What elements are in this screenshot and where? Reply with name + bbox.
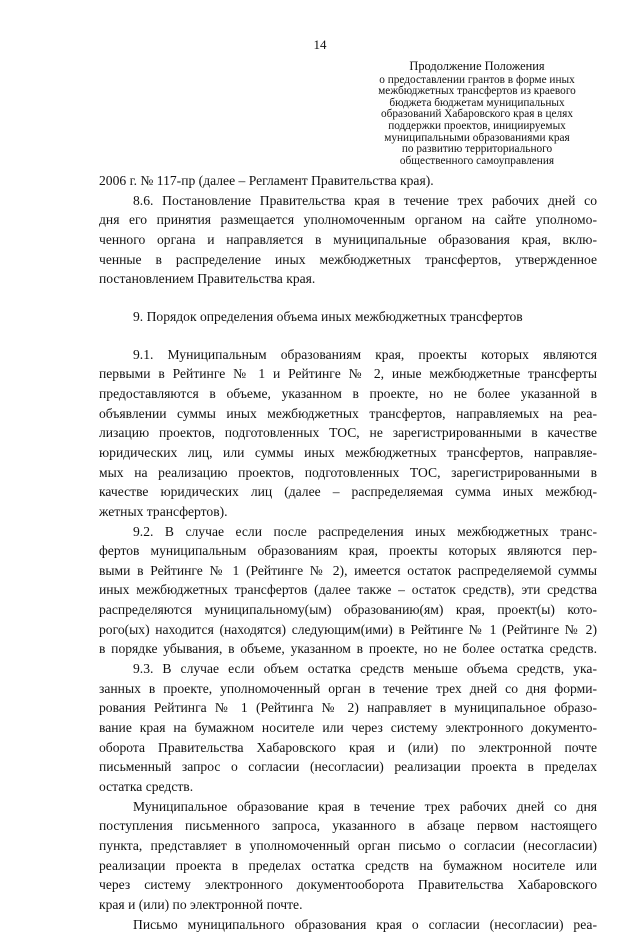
header-line: бюджета бюджетам муниципальных [389, 96, 565, 109]
text-line: 9.2. В случае если после распределения иных межбюджетных транс- [133, 523, 597, 539]
paragraph-municipal-response [99, 797, 597, 915]
document-body [99, 171, 597, 934]
text-line: выми в Рейтинге № 1 (Рейтинге № 2), имеется остаток распределяемой суммы [99, 562, 597, 578]
text-line: Письмо муниципального образования края о согласии (несогласии) реа- [133, 916, 597, 932]
text-line: письменный запрос о согласии (несогласии) реализации проекта в пределах [99, 759, 597, 775]
paragraph-9-2 [99, 522, 597, 660]
text-line: рого(ых) находится (находятся) следующим(ими) в Рейтинге № 1 (Рейтинге № 2) [99, 621, 597, 637]
intro-line [99, 171, 597, 191]
text-line: объявлении суммы иных межбюджетных трансфертов, направляемых на реа- [99, 405, 597, 421]
text-line: фертов муниципальным образованиям края, проекты которых являются пер- [99, 543, 597, 559]
text-line: через систему электронного документооборота Правительства Хабаровского [99, 877, 597, 893]
text-line: рования Рейтинга № 1 (Рейтинга № 2) направляет в муниципальное образо- [99, 700, 597, 716]
text-line: 9.3. В случае если объем остатка средств меньше объема средств, ука- [133, 661, 597, 677]
paragraph-8-6 [99, 191, 597, 289]
text-line: пункта, представляет в уполномоченный орган письмо о согласии (несогласии) [99, 838, 597, 853]
paragraph-letter [99, 915, 597, 934]
text-line: 9.1. Муниципальным образованиям края, проекты которых являются [133, 346, 597, 362]
header-line: поддержки проектов, инициируемых [388, 119, 566, 132]
text-line: лизацию проектов, подготовленных ТОС, не зарегистрированными в качестве [99, 425, 597, 441]
text-line: 2006 г. № 117-пр (далее – Регламент Правительства края). [99, 173, 434, 188]
text-line: распределяются муниципальному(ым) образованию(ям) края, проект(ы) кото- [99, 602, 597, 618]
header-line: образований Хабаровского края в целях [380, 108, 574, 121]
paragraph-9-1 [99, 345, 597, 522]
text-line: оборота Правительства Хабаровского края и (или) по электронной почте [99, 739, 597, 755]
header-line: о предоставлении грантов в форме иных [379, 73, 575, 86]
text-line: первыми в Рейтинге № 1 и Рейтинге № 2, иные межбюджетные трансферты [99, 366, 597, 382]
text-line: качестве юридических лиц (далее – распределяемая сумма иных межбюд- [99, 484, 597, 500]
text-line: ченные в распределение иных межбюджетных трансфертов, утвержденное [99, 251, 597, 267]
text-line: остатка средств. [99, 779, 194, 795]
text-line: вание края на бумажном носителе или через систему электронного документо- [99, 720, 597, 736]
text-line: иных межбюджетных трансфертов (далее также – остаток средств), эти средства [99, 582, 597, 598]
header-line: Продолжение Положения [409, 59, 545, 73]
text-line: занных в проекте, уполномоченный орган в течение трех дней со дня форми- [99, 680, 597, 696]
text-line: постановлением Правительства края. [99, 271, 316, 287]
text-line: юридических лиц, или суммы иных межбюджетных трансфертов, направляе- [99, 444, 597, 460]
text-line: Муниципальное образование края в течение трех рабочих дней со дня [133, 798, 597, 814]
text-line: реализации проекта в пределах остатка средств на бумажном носителе или [99, 857, 597, 873]
text-line: дня его принятия размещается уполномоченным органом на сайте уполномо- [99, 212, 597, 228]
text-line: края и (или) по электронной почте. [99, 896, 303, 912]
text-line: жетных трансфертов). [99, 503, 228, 519]
header-line: межбюджетных трансфертов из краевого [378, 85, 576, 98]
section-9-heading: 9. Порядок определения объема иных межбюджетных трансфертов [133, 308, 523, 324]
text-line: в порядке убывания, в объеме, указанном в проекте, но не более остатка средств. [99, 641, 597, 657]
page-number: 14 [313, 37, 327, 52]
paragraph-9-3 [99, 659, 597, 797]
text-line: поступления письменного запроса, указанного в абзаце первом настоящего [99, 818, 597, 834]
text-line: мых на реализацию проектов, подготовленных ТОС, зарегистрированными в [99, 464, 597, 480]
document-header [366, 61, 588, 167]
text-line: ченного органа и направляется в муниципальные образования края, вклю- [99, 231, 597, 247]
text-line: 8.6. Постановление Правительства края в течение трех рабочих дней со [133, 192, 597, 208]
header-line: общественного самоуправления [399, 154, 555, 167]
header-line: муниципальными образованиями края [384, 131, 570, 144]
header-line: по развитию территориального [401, 143, 553, 156]
text-line: предоставляются в объеме, указанном в проекте, но не более указанной в [99, 385, 597, 401]
